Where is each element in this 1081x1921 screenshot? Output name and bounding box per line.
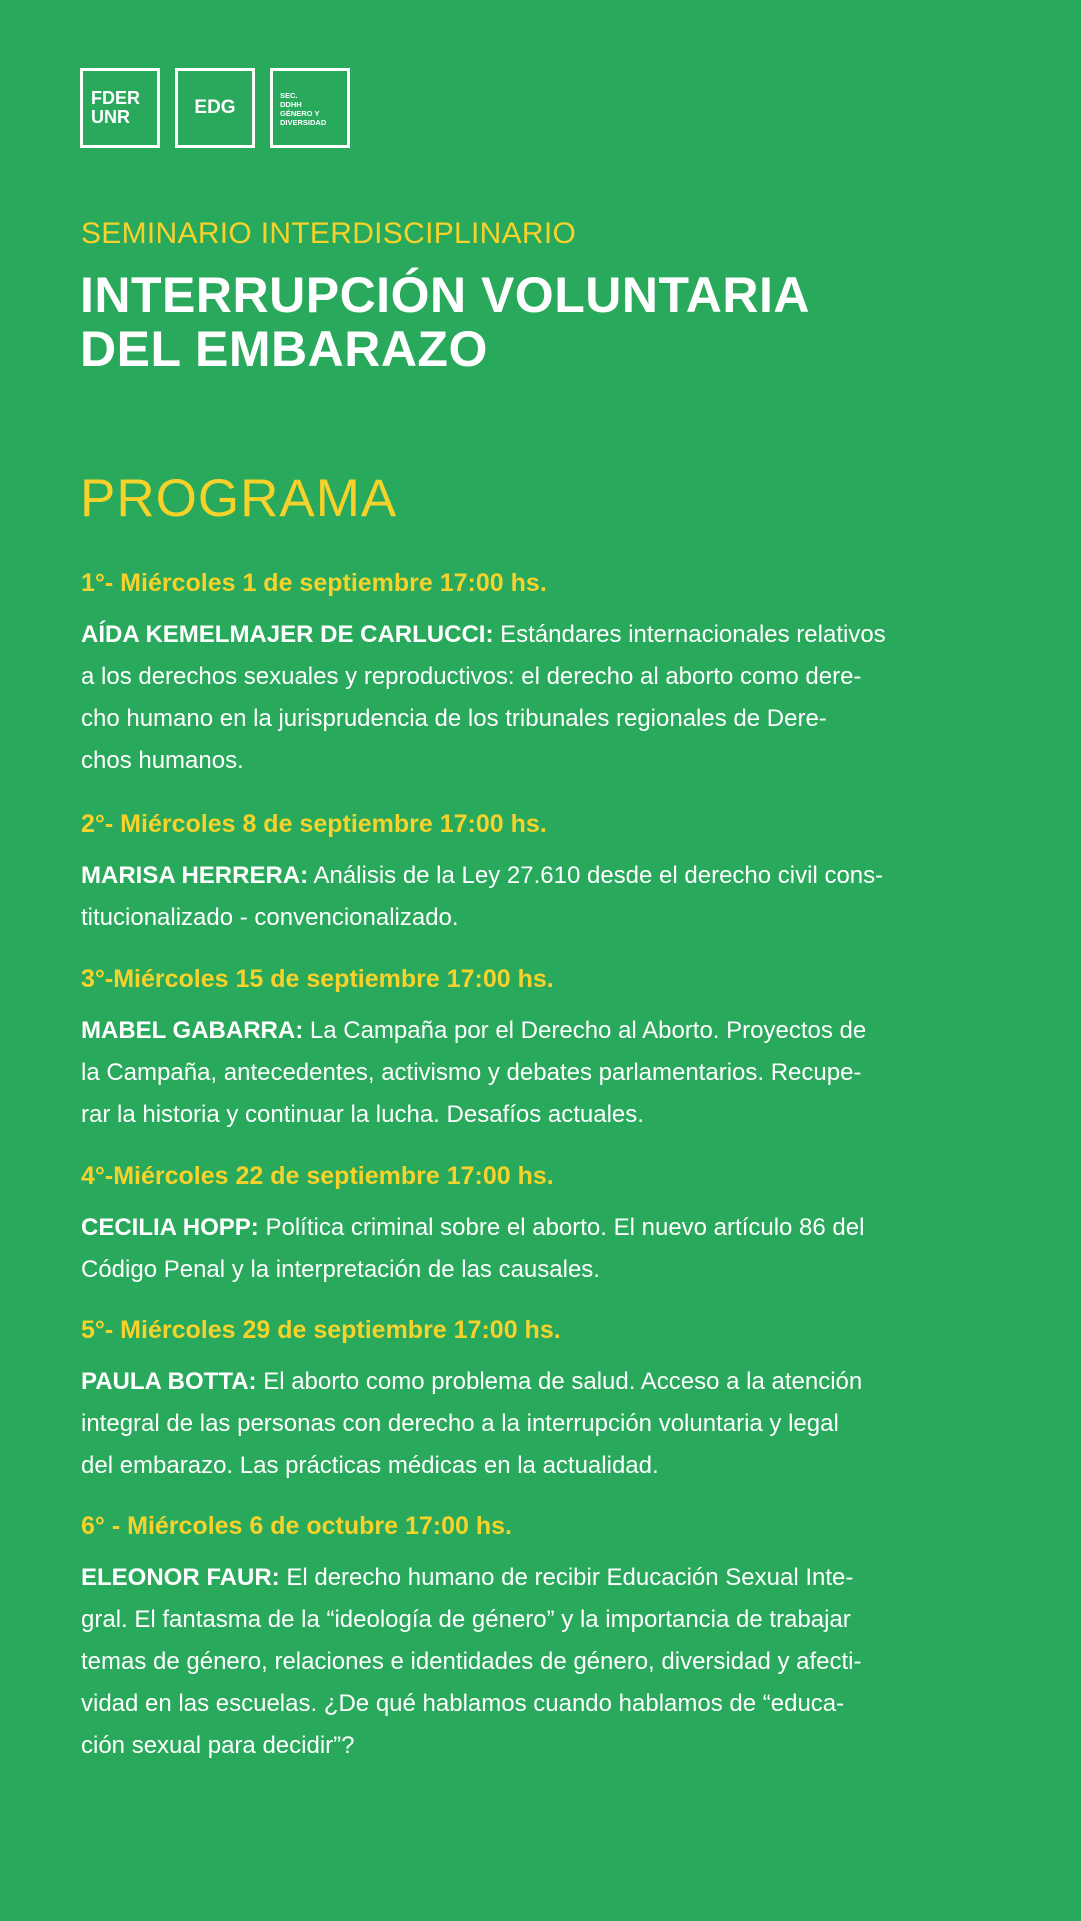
logo-row xyxy=(80,68,350,148)
session-description xyxy=(81,855,1001,939)
session-5 xyxy=(81,1315,1001,1487)
session-date: 4°-Miércoles 22 de septiembre 17:00 hs. xyxy=(81,1162,554,1190)
description-line: rar la historia y continuar la lucha. Desafíos actuales. xyxy=(81,1101,644,1128)
sec-logo-line4: DIVERSIDAD xyxy=(280,118,327,127)
session-description xyxy=(81,614,1001,782)
description-text: Estándares internacionales relativos xyxy=(493,621,886,648)
description-line: temas de género, relaciones e identidades de género, diversidad y afecti- xyxy=(81,1648,862,1675)
program-heading: PROGRAMA xyxy=(80,469,398,528)
description-text: El derecho humano de recibir Educación Sexual Inte- xyxy=(279,1564,854,1591)
session-description xyxy=(81,1207,1001,1291)
session-date: 3°-Miércoles 15 de septiembre 17:00 hs. xyxy=(81,965,554,993)
description-line: titucionalizado - convencionalizado. xyxy=(81,904,459,931)
session-date: 5°- Miércoles 29 de septiembre 17:00 hs. xyxy=(81,1316,561,1344)
description-line: del embarazo. Las prácticas médicas en la actualidad. xyxy=(81,1452,659,1479)
description-line: Código Penal y la interpretación de las causales. xyxy=(81,1256,600,1283)
session-date: 6° - Miércoles 6 de octubre 17:00 hs. xyxy=(81,1512,512,1540)
sec-logo-line1: SEC. xyxy=(280,91,298,100)
page-title-line2: DEL EMBARAZO xyxy=(80,321,488,377)
session-description xyxy=(81,1557,1001,1767)
description-line xyxy=(81,1361,1001,1403)
page-title-line1: INTERRUPCIÓN VOLUNTARIA xyxy=(80,267,811,323)
session-1 xyxy=(81,568,1001,782)
seminar-subtitle: SEMINARIO INTERDISCIPLINARIO xyxy=(81,217,577,250)
description-text: Análisis de la Ley 27.610 desde el derecho civil cons- xyxy=(308,862,884,889)
fder-unr-logo xyxy=(80,68,160,148)
fder-logo-line1: FDER xyxy=(91,88,140,108)
speaker-name: MARISA HERRERA: xyxy=(81,862,309,889)
description-text: La Campaña por el Derecho al Aborto. Proyectos de xyxy=(303,1017,867,1044)
description-line: integral de las personas con derecho a la interrupción voluntaria y legal xyxy=(81,1410,839,1437)
description-line xyxy=(81,1557,1001,1599)
fder-logo-line2: UNR xyxy=(91,107,130,127)
speaker-name: AÍDA KEMELMAJER DE CARLUCCI: xyxy=(81,621,494,648)
description-line: chos humanos. xyxy=(81,747,244,774)
session-6 xyxy=(81,1511,1001,1767)
description-line xyxy=(81,614,1001,656)
edg-logo-text: EDG xyxy=(194,97,236,118)
session-date: 1°- Miércoles 1 de septiembre 17:00 hs. xyxy=(81,569,547,597)
speaker-name: ELEONOR FAUR: xyxy=(81,1564,280,1591)
session-description xyxy=(81,1361,1001,1487)
sec-logo-line3: GÉNERO Y xyxy=(280,109,320,118)
session-2 xyxy=(81,809,1001,939)
description-line: a los derechos sexuales y reproductivos: el derecho al aborto como dere- xyxy=(81,663,862,690)
description-line: la Campaña, antecedentes, activismo y debates parlamentarios. Recupe- xyxy=(81,1059,862,1086)
session-4 xyxy=(81,1161,1001,1291)
sec-logo-line2: DDHH xyxy=(280,100,302,109)
description-line: ción sexual para decidir”? xyxy=(81,1732,355,1759)
description-line: gral. El fantasma de la “ideología de género” y la importancia de trabajar xyxy=(81,1606,851,1633)
session-3 xyxy=(81,964,1001,1136)
description-line: cho humano en la jurisprudencia de los tribunales regionales de Dere- xyxy=(81,705,827,732)
description-line xyxy=(81,1010,1001,1052)
description-line xyxy=(81,1207,1001,1249)
session-description xyxy=(81,1010,1001,1136)
speaker-name: CECILIA HOPP: xyxy=(81,1214,259,1241)
edg-logo xyxy=(175,68,255,148)
description-line xyxy=(81,855,1001,897)
sec-ddhh-logo xyxy=(270,68,350,148)
speaker-name: MABEL GABARRA: xyxy=(81,1017,304,1044)
description-text: El aborto como problema de salud. Acceso a la atención xyxy=(256,1368,863,1395)
session-date: 2°- Miércoles 8 de septiembre 17:00 hs. xyxy=(81,810,547,838)
speaker-name: PAULA BOTTA: xyxy=(81,1368,257,1395)
page-title xyxy=(80,268,810,376)
description-text: Política criminal sobre el aborto. El nuevo artículo 86 del xyxy=(258,1214,865,1241)
description-line: vidad en las escuelas. ¿De qué hablamos cuando hablamos de “educa- xyxy=(81,1690,845,1717)
